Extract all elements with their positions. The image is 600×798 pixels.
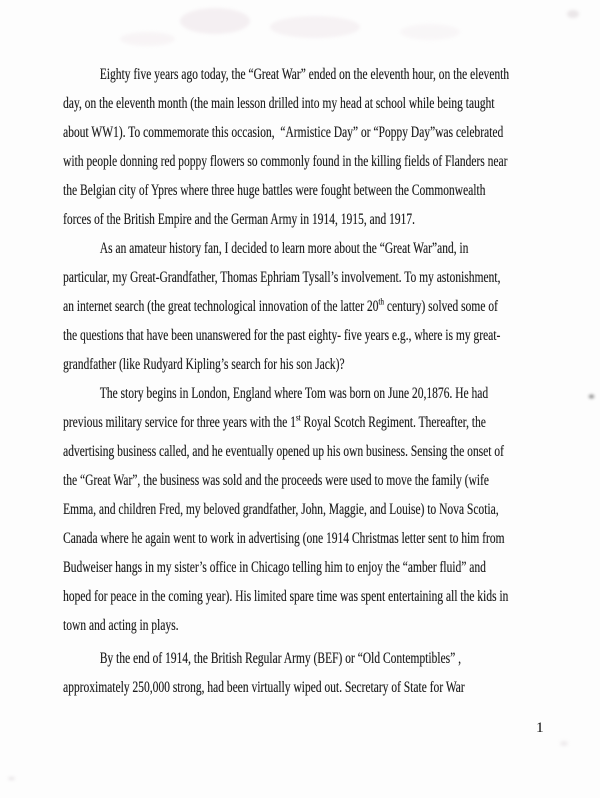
text-segment: day, on the eleventh month (the main lesson drilled into my head at school while being taught xyxy=(63,95,495,112)
scan-artifact xyxy=(180,8,250,34)
scan-artifact xyxy=(567,10,579,18)
text-segment: Eighty five years ago today, the “Great War” ended on the eleventh hour, on the eleventh xyxy=(99,66,510,83)
scan-artifact xyxy=(8,777,15,780)
text-line xyxy=(63,611,547,640)
text-segment: about WW1). To commemorate this occasion, “Armistice Day” or “Poppy Day”was celebrated xyxy=(63,124,504,141)
superscript: st xyxy=(295,412,301,424)
text-segment: an internet search (the great technological innovation of the latter 20 xyxy=(63,298,379,315)
text-line xyxy=(63,673,547,702)
text-segment: forces of the British Empire and the German Army in 1914, 1915, and 1917. xyxy=(63,211,415,228)
scan-artifact xyxy=(270,16,360,38)
text-line xyxy=(63,582,547,611)
text-line xyxy=(63,118,547,147)
text-segment: hoped for peace in the coming year). His limited spare time was spent entertaining all the kids in xyxy=(63,588,509,605)
text-line xyxy=(63,205,547,234)
text-segment: with people donning red poppy flowers so commonly found in the killing fields of Flanders near xyxy=(63,153,508,170)
scan-artifact xyxy=(120,32,175,46)
text-line xyxy=(63,466,547,495)
paragraph xyxy=(63,379,547,640)
page-number: 1 xyxy=(536,720,544,736)
text-segment: century) solved some of xyxy=(383,298,498,315)
text-line xyxy=(63,263,547,292)
text-segment: Canada where he again went to work in advertising (one 1914 Christmas letter sent to him from xyxy=(63,530,505,547)
text-segment: The story begins in London, England where Tom was born on June 20,1876. He had xyxy=(99,385,489,402)
text-line xyxy=(63,89,547,118)
text-line xyxy=(63,553,547,582)
text-line xyxy=(63,524,547,553)
text-line xyxy=(63,644,547,673)
superscript: th xyxy=(378,296,384,308)
text-segment: As an amateur history fan, I decided to learn more about the “Great War”and, in xyxy=(99,240,469,257)
text-line xyxy=(63,147,547,176)
text-segment: the “Great War”, the business was sold and the proceeds were used to move the family (wife xyxy=(63,472,489,489)
text-line xyxy=(63,321,547,350)
text-line xyxy=(63,437,547,466)
text-line xyxy=(63,176,547,205)
text-line xyxy=(63,60,547,89)
text-segment: grandfather (like Rudyard Kipling’s search for his son Jack)? xyxy=(63,356,345,373)
text-segment: By the end of 1914, the British Regular Army (BEF) or “Old Contemptibles” , xyxy=(99,650,461,667)
text-segment: Royal Scotch Regiment. Thereafter, the xyxy=(300,414,486,431)
text-segment: particular, my Great-Grandfather, Thomas Ephriam Tysall’s involvement. To my astonishment, xyxy=(63,269,501,286)
text-segment: approximately 250,000 strong, had been virtually wiped out. Secretary of State for War xyxy=(63,679,465,696)
text-segment: advertising business called, and he eventually opened up his own business. Sensing the onset of xyxy=(63,443,504,460)
text-line xyxy=(63,292,547,321)
text-segment: previous military service for three years with the 1 xyxy=(63,414,296,431)
text-line xyxy=(63,379,547,408)
text-line xyxy=(63,495,547,524)
paragraph xyxy=(63,60,547,234)
scan-artifact xyxy=(560,741,568,746)
text-segment: the questions that have been unanswered for the past eighty- five years e.g., where is my great- xyxy=(63,327,501,344)
text-block xyxy=(63,60,547,702)
text-segment: the Belgian city of Ypres where three huge battles were fought between the Commonwealth xyxy=(63,182,486,199)
text-line xyxy=(63,234,547,263)
scan-artifact xyxy=(589,395,594,398)
text-segment: Emma, and children Fred, my beloved grandfather, John, Maggie, and Louise) to Nova Scotia, xyxy=(63,501,499,518)
text-line xyxy=(63,408,547,437)
text-segment: Budweiser hangs in my sister’s office in Chicago telling him to enjoy the “amber fluid” and xyxy=(63,559,486,576)
text-line xyxy=(63,350,547,379)
paragraph xyxy=(63,234,547,379)
paragraph xyxy=(63,644,547,702)
text-segment: town and acting in plays. xyxy=(63,617,179,634)
scan-artifact xyxy=(400,24,460,40)
